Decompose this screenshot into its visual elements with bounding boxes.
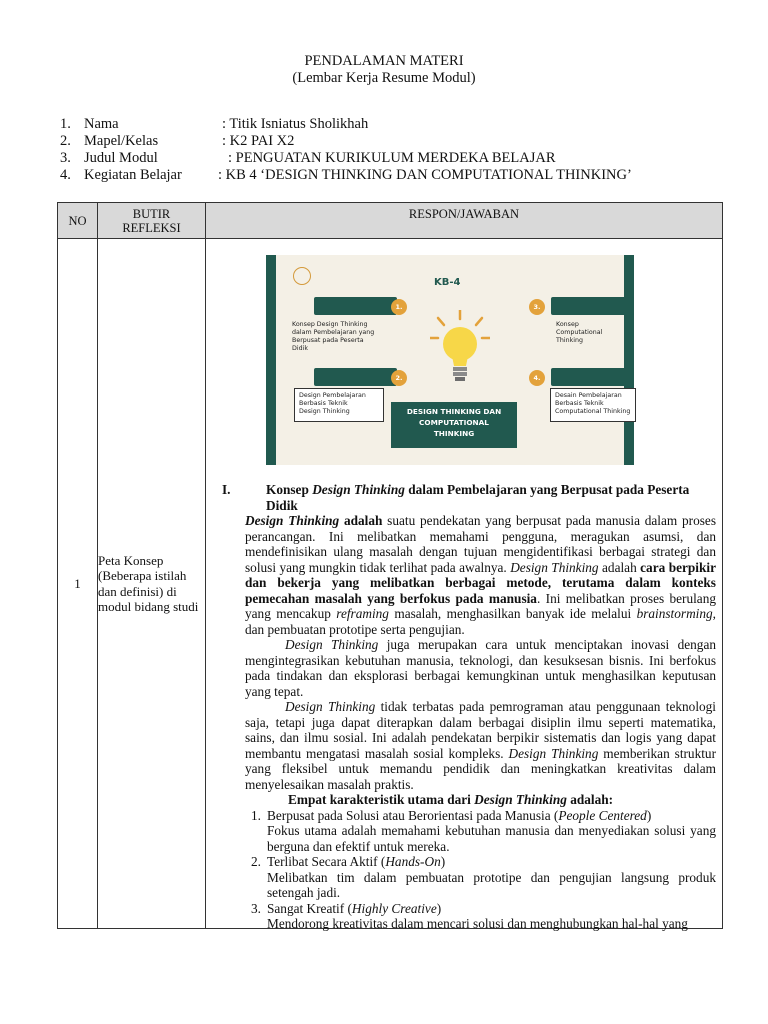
characteristics-heading: Empat karakteristik utama dari Design Thinking adalah: — [288, 792, 614, 807]
reflection-table — [57, 202, 723, 929]
list-item: 1. Berpusat pada Solusi atau Berorientasi pada Manusia (People Centered) — [251, 807, 652, 823]
response-text — [222, 482, 716, 932]
item-4-text: Desain Pembelajaran Berbasis Teknik Computational Thinking — [555, 392, 631, 415]
item-4-number: 4. — [529, 370, 545, 386]
item-4-card — [550, 388, 636, 422]
list-item-description: Mendorong kreativitas dalam mencari solusi dan menghubungkan hal-hal yang — [267, 916, 688, 931]
list-item: 2. Terlibat Secara Aktif (Hands-On) — [251, 854, 446, 869]
response-cell — [206, 239, 723, 929]
header-respon: RESPON/JAWABAN — [206, 203, 723, 239]
kb4-infographic — [266, 255, 634, 465]
row-number: 1 — [58, 239, 98, 929]
infographic-right-bar — [624, 255, 634, 465]
item-3-header — [551, 297, 634, 315]
infographic-main-label: DESIGN THINKING DAN COMPUTATIONAL THINKING — [391, 402, 517, 448]
butir-refleksi: Peta Konsep (Beberapa istilah dan definisi) di modul bidang studi — [98, 239, 206, 929]
header-no: NO — [58, 203, 98, 239]
list-item: 3. Sangat Kreatif (Highly Creative) — [251, 900, 442, 916]
item-3-text: Konsep Computational Thinking — [556, 321, 603, 344]
infographic-title: KB-4 — [434, 277, 461, 288]
section-heading: I. Konsep Design Thinking dalam Pembelajaran yang Berpusat pada Peserta Didik — [222, 482, 690, 513]
list-item-description: Melibatkan tim dalam pembuatan prototipe dan pengujian langsung produk setengah jadi. — [267, 869, 716, 900]
paragraph-1: Design Thinking adalah suatu pendekatan yang berpusat pada manusia dalam proses perancangan. Ini melibatkan memahami pengguna, meragukan asumsi, dan mendefinisikan ulang masalah dengan tujuan mengidentifikasi berbagai strategi dan solusi yang mungkin tidak terlihat pada awalnya. Design Thinking adalah cara berpikir dan bekerja yang melibatkan berbagai metode, terutama dalam konteks pemecahan masalah yang berfokus pada manusia. Ini melibatkan proses berulang yang mencakup reframing masalah, menghasilkan banyak ide melalui brainstorming, dan pembuatan prototipe serta pengujian. — [245, 513, 717, 637]
header-butir: BUTIR REFLEKSI — [98, 203, 206, 239]
page-title: PENDALAMAN MATERI — [304, 53, 464, 69]
infographic-left-bar — [266, 255, 276, 465]
item-1-header — [314, 297, 397, 315]
paragraph-2: Design Thinking juga merupakan cara untuk menciptakan inovasi dengan mengintegrasikan kebutuhan manusia, teknologi, dan kesuksesan bisnis. Ini berfokus pada tindakan dan eksplorasi berbagai kemungkinan untuk menghasilkan keputusan yang tepat. — [245, 637, 716, 699]
item-1-text: Konsep Design Thinking dalam Pembelajaran yang Berpusat pada Peserta Didik — [292, 321, 375, 352]
item-3-number: 3. — [529, 299, 545, 315]
item-2-card — [294, 388, 384, 422]
page-subtitle: (Lembar Kerja Resume Modul) — [292, 70, 476, 86]
item-2-header — [314, 368, 397, 386]
item-2-text: Design Pembelajaran Berbasis Teknik Design Thinking — [299, 392, 366, 415]
lightbulb-icon — [430, 310, 490, 388]
item-4-header — [551, 368, 634, 386]
item-1-number: 1. — [391, 299, 407, 315]
item-2-number: 2. — [391, 370, 407, 386]
logo-icon — [293, 267, 311, 285]
paragraph-3: Design Thinking tidak terbatas pada pemrograman atau penggunaan teknologi saja, tetapi juga dapat diterapkan dalam berbagai disiplin ilmu seperti matematika, sains, dan ilmu sosial. Ini adalah pendekatan berpikir sistematis dan logis yang dapat membantu mengatasi masalah sosial kompleks. Design Thinking memberikan struktur yang fleksibel untuk memandu pendidik dan meningkatkan kreativitas dalam menyelesaikan masalah praktis. — [245, 699, 717, 792]
list-item-description: Fokus utama adalah memahami kebutuhan manusia dan menyediakan solusi yang berguna dan efektif untuk mereka. — [267, 823, 716, 854]
